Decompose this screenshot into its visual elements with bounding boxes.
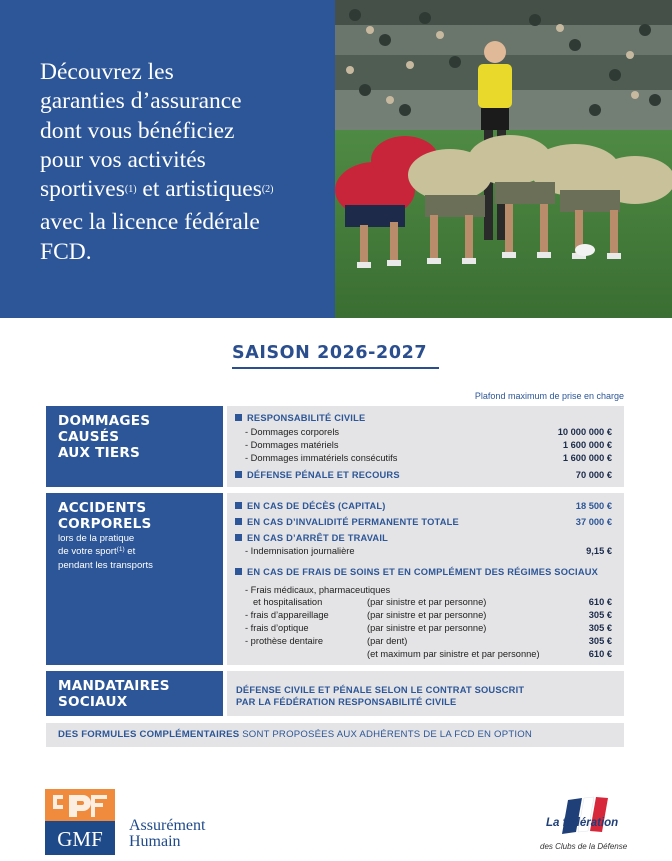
accidents-subtitle: lors de la pratique (58, 533, 135, 544)
subtitle-text: de votre sport (58, 546, 117, 557)
gmf-tagline-line: Humain (129, 833, 181, 850)
mandataires-header (46, 671, 223, 716)
hero-line: Découvrez les (40, 59, 174, 85)
gmf-tagline-line: Assurément (129, 817, 206, 834)
footnote-2: (2) (261, 184, 274, 196)
hero-line: dont vous bénéficiez (40, 117, 235, 144)
federation-subtitle: des Clubs de la Défense (540, 842, 628, 851)
plafond-caption: Plafond maximum de prise en charge (474, 391, 624, 401)
gmf-emblem-icon (45, 789, 115, 855)
coverage-item: - prothèse dentaire (245, 636, 324, 646)
bullet-square-icon (235, 568, 242, 575)
accidents-subtitle (58, 546, 213, 559)
frais-soins-heading (235, 567, 598, 577)
coverage-note: (par sinistre et par personne) (367, 597, 487, 607)
hero-text-sportives: sportives (40, 176, 125, 203)
bullet-square-icon (235, 414, 242, 421)
hero-banner (0, 0, 672, 318)
coverage-amount: 305 € (588, 636, 612, 646)
coverage-amount: 37 000 € (575, 517, 612, 527)
hero-line: FCD. (40, 238, 92, 265)
hero-text-artistiques: et artistiques (136, 176, 262, 203)
mandataires-line: PAR LA FÉDÉRATION RESPONSABILITÉ CIVILE (236, 697, 457, 707)
invalidite-heading (235, 517, 459, 527)
section-label: EN CAS D’ARRÊT DE TRAVAIL (247, 533, 389, 543)
footer-bold-text: DES FORMULES COMPLÉMENTAIRES (58, 729, 240, 740)
bullet-square-icon (235, 518, 242, 525)
mandataires-text (236, 684, 524, 708)
hero-line: garanties d’assurance (40, 88, 242, 115)
mandataires-title-line: MANDATAIRES (58, 678, 170, 694)
hero-line (40, 175, 330, 208)
season-title: SAISON 2026-2027 (232, 343, 428, 363)
defense-penale-heading (235, 470, 400, 480)
footnote-1: (1) (116, 546, 125, 553)
accidents-title-line: CORPORELS (58, 516, 152, 532)
coverage-amount: 70 000 € (575, 470, 612, 480)
coverage-item: - Frais médicaux, pharmaceutiques (245, 585, 391, 595)
subtitle-text: et (124, 546, 136, 557)
coverage-amount: 18 500 € (575, 501, 612, 511)
section-label: EN CAS DE DÉCÈS (CAPITAL) (247, 501, 386, 511)
dommages-header (46, 406, 223, 487)
coverage-item: - Dommages matériels (245, 440, 339, 450)
rugby-scrum-photo (335, 0, 672, 318)
section-label: RESPONSABILITÉ CIVILE (247, 413, 366, 423)
section-label: EN CAS DE FRAIS DE SOINS ET EN COMPLÉMENT DES RÉGIMES SOCIAUX (247, 567, 599, 577)
gmf-logo-text: GMF (57, 827, 103, 851)
footnote-1: (1) (124, 184, 137, 196)
bullet-square-icon (235, 502, 242, 509)
accidents-details (227, 493, 624, 665)
coverage-amount: 1 600 000 € (562, 440, 612, 450)
hero-line: avec la licence fédérale (40, 209, 260, 236)
federation-name: La fédération (546, 817, 619, 829)
accidents-title-line: ACCIDENTS (58, 500, 147, 516)
hero-text-panel (0, 0, 335, 318)
responsabilite-civile-heading (235, 413, 365, 423)
dommages-title-line: AUX TIERS (58, 445, 141, 461)
deces-heading (235, 501, 386, 511)
coverage-amount: 10 000 000 € (557, 427, 612, 437)
bullet-square-icon (235, 471, 242, 478)
mandataires-details (227, 671, 624, 716)
coverage-item: - Dommages immatériels consécutifs (245, 453, 398, 463)
dommages-details (227, 406, 624, 487)
coverage-item: et hospitalisation (253, 597, 323, 607)
photo-illustration (335, 0, 672, 318)
coverage-amount: 610 € (588, 649, 612, 659)
dommages-title-line: CAUSÉS (58, 429, 120, 445)
coverage-amount: 610 € (588, 597, 612, 607)
coverage-item: - frais d’optique (245, 623, 309, 633)
formules-complementaires-banner (46, 723, 624, 747)
coverage-item: - frais d’appareillage (245, 610, 329, 620)
season-underline (232, 367, 439, 369)
section-label: EN CAS D’INVALIDITÉ PERMANENTE TOTALE (247, 517, 459, 527)
footer-text: SONT PROPOSÉES AUX ADHÉRENTS DE LA FCD EN OPTION (239, 729, 533, 740)
accidents-header (46, 493, 223, 665)
coverage-amount: 1 600 000 € (562, 453, 612, 463)
coverage-note: (par sinistre et par personne) (367, 623, 487, 633)
coverage-note: (par sinistre et par personne) (367, 610, 487, 620)
arret-travail-heading (235, 533, 388, 543)
gmf-tagline (129, 818, 205, 850)
coverage-amount: 305 € (588, 623, 612, 633)
coverage-amount: 305 € (588, 610, 612, 620)
hero-headline (40, 58, 330, 267)
coverage-amount: 9,15 € (586, 546, 612, 556)
mandataires-title-line: SOCIAUX (58, 694, 128, 710)
dommages-title-line: DOMMAGES (58, 413, 151, 429)
coverage-item: - Dommages corporels (245, 427, 340, 437)
coverage-note: (et maximum par sinistre et par personne) (367, 649, 540, 659)
coverage-item: - Indemnisation journalière (245, 546, 355, 556)
hero-line: pour vos activités (40, 146, 206, 173)
mandataires-line: DÉFENSE CIVILE ET PÉNALE SELON LE CONTRAT SOUSCRIT (236, 685, 525, 695)
accidents-subtitle: pendant les transports (58, 560, 153, 571)
section-label: DÉFENSE PÉNALE ET RECOURS (247, 470, 400, 480)
federation-logo (540, 796, 640, 856)
bullet-square-icon (235, 534, 242, 541)
coverage-note: (par dent) (367, 636, 408, 646)
